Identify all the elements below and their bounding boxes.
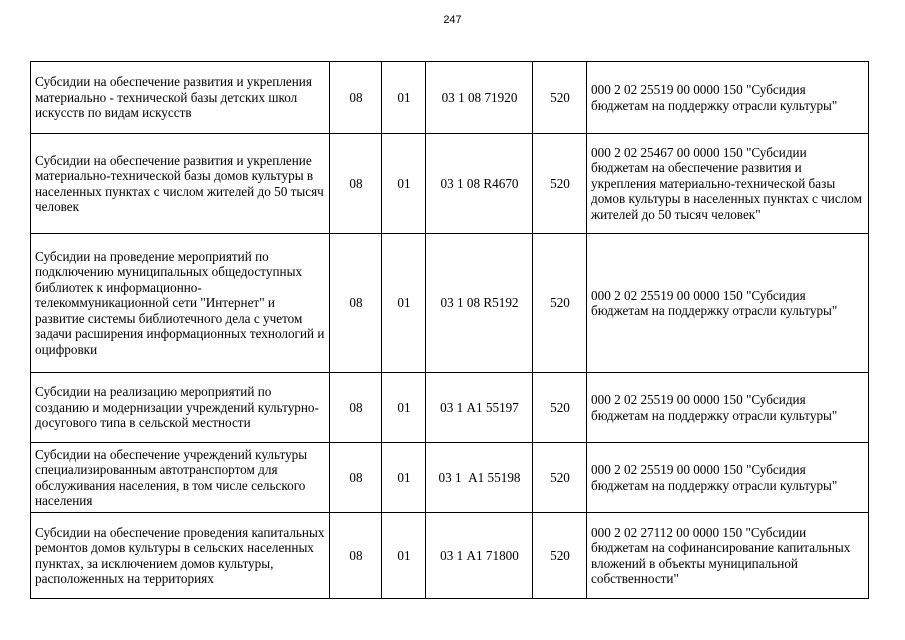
section-code-cell: 08 — [330, 443, 382, 513]
target-article-cell: 03 1 А1 71800 — [426, 513, 533, 599]
target-article-cell: 03 1 08 R5192 — [426, 234, 533, 373]
subsidies-table — [30, 61, 869, 599]
subsidy-name-cell: Субсидии на обеспечение учреждений культуры специализированным автотранспортом для обслуживания населения, в том числе сельского населения — [31, 443, 330, 513]
subsidy-name-cell: Субсидии на обеспечение развития и укрепления материально - технической базы детских школ искусств по видам искусств — [31, 62, 330, 134]
page-number: 247 — [443, 14, 462, 26]
target-article-cell: 03 1 А1 55197 — [426, 373, 533, 443]
subsidy-name-cell: Субсидии на проведение мероприятий по подключению муниципальных общедоступных библиотек к информационно-телекоммуникационной сети "Интернет" и развитие системы библиотечного дела с учетом задачи расширения информационных технологий и оцифровки — [31, 234, 330, 373]
subsection-code-cell: 01 — [382, 134, 426, 234]
income-code-cell: 000 2 02 27112 00 0000 150 "Субсидии бюджетам на софинансирование капитальных вложений в объекты муниципальной собственности" — [587, 513, 869, 599]
subsection-code-cell: 01 — [382, 443, 426, 513]
table-row — [31, 513, 869, 599]
income-code-cell: 000 2 02 25467 00 0000 150 "Субсидии бюджетам на обеспечение развития и укрепления материально-технической базы домов культуры в населенных пунктах с числом жителей до 50 тысяч человек" — [587, 134, 869, 234]
subsidy-name-cell: Субсидии на реализацию мероприятий по созданию и модернизации учреждений культурно-досугового типа в сельской местности — [31, 373, 330, 443]
income-code-cell: 000 2 02 25519 00 0000 150 "Субсидия бюджетам на поддержку отрасли культуры" — [587, 373, 869, 443]
subsidy-name-cell: Субсидии на обеспечение проведения капитальных ремонтов домов культуры в сельских населенных пунктах, за исключением домов культуры, расположенных на территориях — [31, 513, 330, 599]
table-row — [31, 234, 869, 373]
section-code-cell: 08 — [330, 513, 382, 599]
income-code-cell: 000 2 02 25519 00 0000 150 "Субсидия бюджетам на поддержку отрасли культуры" — [587, 443, 869, 513]
expense-type-cell: 520 — [533, 373, 587, 443]
expense-type-cell: 520 — [533, 134, 587, 234]
subsection-code-cell: 01 — [382, 373, 426, 443]
table-row — [31, 134, 869, 234]
table-row — [31, 373, 869, 443]
income-code-cell: 000 2 02 25519 00 0000 150 "Субсидия бюджетам на поддержку отрасли культуры" — [587, 234, 869, 373]
expense-type-cell: 520 — [533, 62, 587, 134]
target-article-cell: 03 1 А1 55198 — [426, 443, 533, 513]
target-article-cell: 03 1 08 71920 — [426, 62, 533, 134]
income-code-cell: 000 2 02 25519 00 0000 150 "Субсидия бюджетам на поддержку отрасли культуры" — [587, 62, 869, 134]
expense-type-cell: 520 — [533, 443, 587, 513]
table-row — [31, 443, 869, 513]
expense-type-cell: 520 — [533, 513, 587, 599]
subsection-code-cell: 01 — [382, 62, 426, 134]
subsidy-name-cell: Субсидии на обеспечение развития и укрепление материально-технической базы домов культуры в населенных пунктах с числом жителей до 50 тысяч человек — [31, 134, 330, 234]
section-code-cell: 08 — [330, 134, 382, 234]
target-article-cell: 03 1 08 R4670 — [426, 134, 533, 234]
table-row — [31, 62, 869, 134]
subsection-code-cell: 01 — [382, 513, 426, 599]
section-code-cell: 08 — [330, 62, 382, 134]
expense-type-cell: 520 — [533, 234, 587, 373]
section-code-cell: 08 — [330, 234, 382, 373]
section-code-cell: 08 — [330, 373, 382, 443]
subsection-code-cell: 01 — [382, 234, 426, 373]
